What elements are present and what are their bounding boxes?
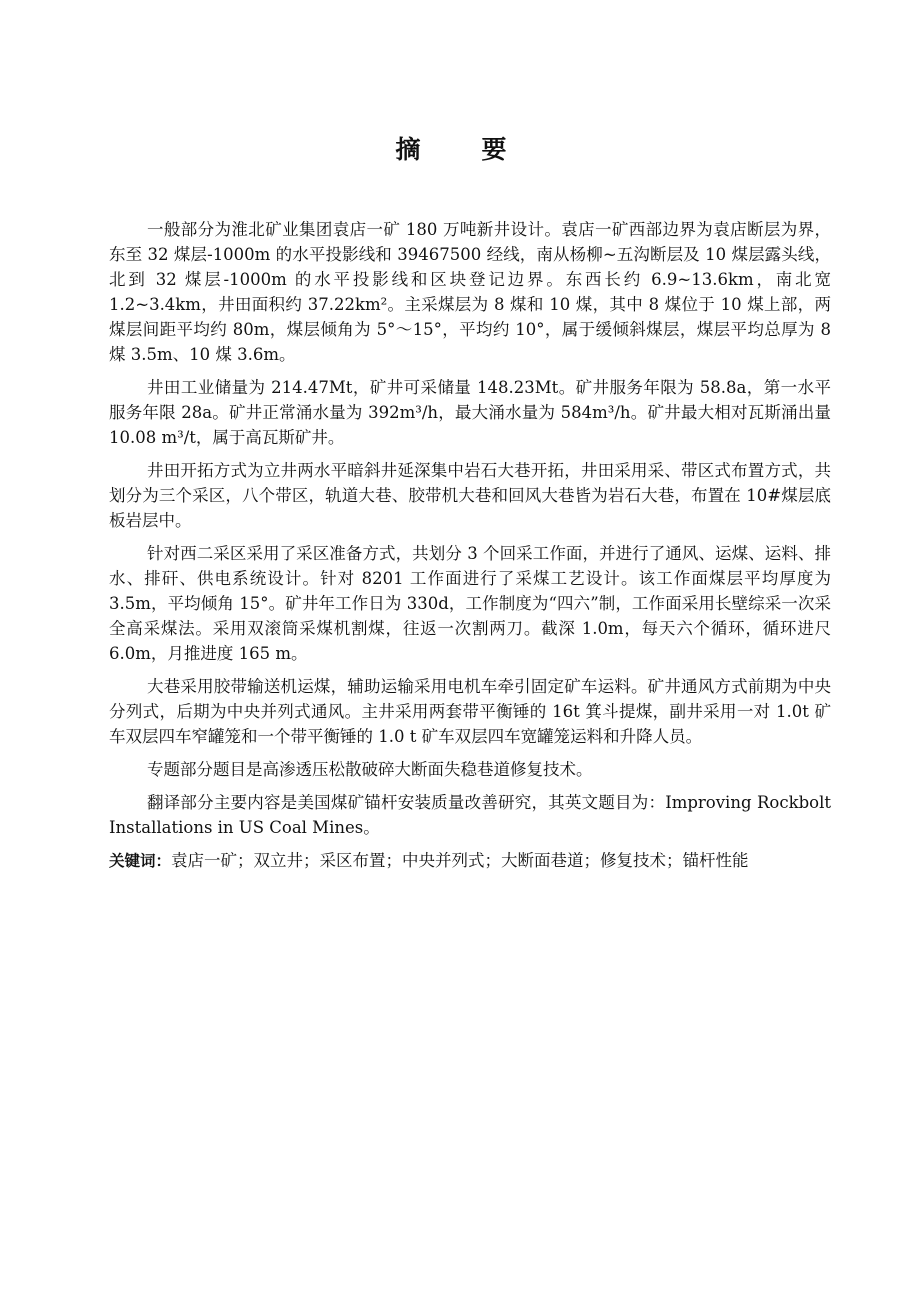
keywords-line xyxy=(109,848,831,874)
abstract-paragraph: 一般部分为淮北矿业集团袁店一矿 180 万吨新井设计。袁店一矿西部边界为袁店断层为界，东至 32 煤层-1000m 的水平投影线和 39467500 经线，南从杨柳~五沟断层及 10 煤层露头线，北到 32 煤层-1000m 的水平投影线和区块登记边界。东西长约 6.9~13.6km，南北宽 1.2~3.4km，井田面积约 37.22km²。主采煤层为 8 煤和 10 煤，其中 8 煤位于 10 煤上部，两煤层间距平均约 80m，煤层倾角为 5°～15°，平均约 10°，属于缓倾斜煤层，煤层平均总厚为 8 煤 3.5m、10 煤 3.6m。 xyxy=(109,220,831,364)
abstract-paragraph: 井田工业储量为 214.47Mt，矿井可采储量 148.23Mt。矿井服务年限为 58.8a，第一水平服务年限 28a。矿井正常涌水量为 392m³/h，最大涌水量为 584m³/h。矿井最大相对瓦斯涌出量 10.08 m³/t，属于高瓦斯矿井。 xyxy=(109,378,831,447)
abstract-paragraph: 翻译部分主要内容是美国煤矿锚杆安装质量改善研究，其英文题目为：Improving Rockbolt Installations in US Coal Mines。 xyxy=(109,793,831,837)
keywords-text: 袁店一矿；双立井；采区布置；中央并列式；大断面巷道；修复技术；锚杆性能 xyxy=(171,851,749,870)
abstract-paragraph: 针对西二采区采用了采区准备方式，共划分 3 个回采工作面，并进行了通风、运煤、运料、排水、排矸、供电系统设计。针对 8201 工作面进行了采煤工艺设计。该工作面煤层平均厚度为 3.5m，平均倾角 15°。矿井年工作日为 330d，工作制度为“四六”制，工作面采用长壁综采一次采全高采煤法。采用双滚筒采煤机割煤，往返一次割两刀。截深 1.0m，每天六个循环，循环进尺 6.0m，月推进度 165 m。 xyxy=(109,544,831,663)
keywords-label: 关键词： xyxy=(109,852,172,870)
abstract-paragraph: 专题部分题目是高渗透压松散破碎大断面失稳巷道修复技术。 xyxy=(147,760,593,779)
abstract-paragraph: 大巷采用胶带输送机运煤，辅助运输采用电机车牵引固定矿车运料。矿井通风方式前期为中央分列式，后期为中央并列式通风。主井采用两套带平衡锤的 16t 箕斗提煤，副井采用一对 1.0t 矿车双层四车窄罐笼和一个带平衡锤的 1.0 t 矿车双层四车宽罐笼运料和升降人员。 xyxy=(109,677,831,746)
abstract-paragraph: 井田开拓方式为立井两水平暗斜井延深集中岩石大巷开拓，井田采用采、带区式布置方式，共划分为三个采区，八个带区，轨道大巷、胶带机大巷和回风大巷皆为岩石大巷，布置在 10#煤层底板岩层中。 xyxy=(109,461,831,530)
abstract-body xyxy=(109,217,831,874)
page-title: 摘 要 xyxy=(395,135,525,164)
